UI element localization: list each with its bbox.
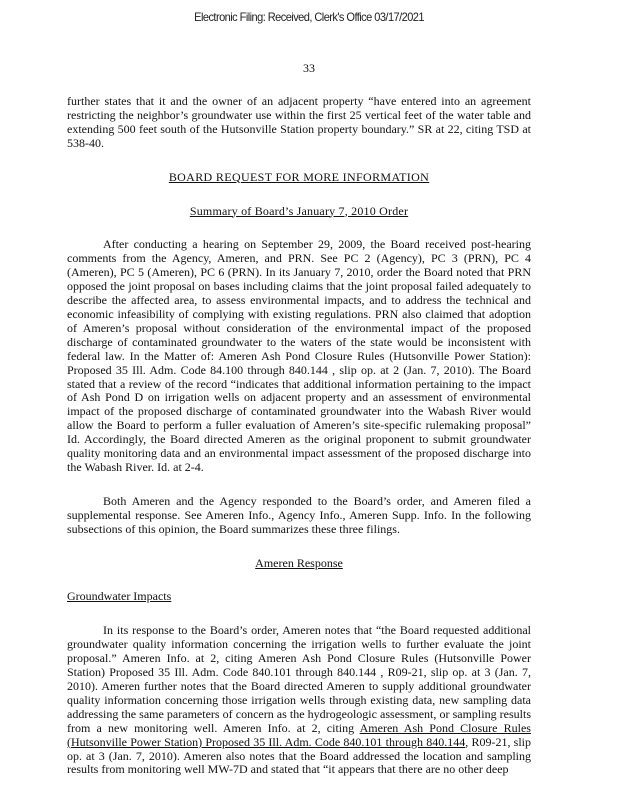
topic-heading-groundwater: Groundwater Impacts	[67, 589, 172, 604]
case-citation: Ameren Ash Pond Closure Rules (Hutsonville Power Station) Proposed 35 Ill. Adm. Code 840.101 through 840.144	[67, 720, 531, 749]
section-heading: BOARD REQUEST FOR MORE INFORMATION	[168, 169, 430, 184]
subsection-heading: Summary of Board’s January 7, 2010 Order	[189, 203, 409, 218]
paragraph-text: , R09-21, slip op. at 3 (Jan. 7, 2010). Ameren also notes that the Board addressed the location and sampling results from monitoring well MW-7D and stated that “it appears that there are no other deep	[67, 734, 532, 777]
paragraph-continuation: further states that it and the owner of an adjacent property “have entered into an agreement restricting the neighbor’s groundwater use within the first 25 vertical feet of the water table and extending 500 feet south of the Hutsonville Station property boundary.” SR at 22, citing TSD at 538-40.	[67, 94, 531, 150]
paragraph-responses: Both Ameren and the Agency responded to the Board’s order, and Ameren filed a supplemental response. See Ameren Info., Agency Info., Ameren Supp. Info. In the following subsections of this opinion, the Board summarizes these three filings.	[67, 493, 531, 536]
filing-stamp-header: Electronic Filing: Received, Clerk's Office 03/17/2021	[194, 10, 424, 24]
paragraph-groundwater-impacts	[67, 624, 531, 777]
page-number: 33	[303, 61, 315, 75]
document-body	[67, 95, 531, 777]
subsection-heading-ameren: Ameren Response	[255, 555, 343, 570]
paragraph-text: In its response to the Board’s order, Ameren notes that “the Board requested additional groundwater quality information concerning the irrigation wells to further evaluate the joint proposal.” Ameren Info. at 2, citing Ameren Ash Pond Closure Rules (Hutsonville Power Station) Proposed 35 Ill. Adm. Code 840.101 through 840.144 , R09-21, slip op. at 3 (Jan. 7, 2010). Ameren further notes that the Board directed Ameren to supply additional groundwater quality information concerning those irrigation wells through existing data, new sampling data addressing the same parameters of concern as the hydrogeologic assessment, or sampling results from a new monitoring well. Ameren Info. at 2, citing	[67, 623, 531, 735]
paragraph-board-order-summary: After conducting a hearing on September 29, 2009, the Board received post-hearing comments from the Agency, Ameren, and PRN. See PC 2 (Agency), PC 3 (PRN), PC 4 (Ameren), PC 5 (Ameren), PC 6 (PRN). In its January 7, 2010, order the Board noted that PRN opposed the joint proposal on bases including claims that the joint proposal failed adequately to describe the affected area, to assess environmental impacts, and to address the technical and economic infeasibility of complying with existing regulations. PRN also claimed that adoption of Ameren’s proposal without consideration of the environmental impact of the proposed discharge of contaminated groundwater to the waters of the state would be inconsistent with federal law. In the Matter of: Ameren Ash Pond Closure Rules (Hutsonville Power Station): Proposed 35 Ill. Adm. Code 84.100 through 840.144 , slip op. at 2 (Jan. 7, 2010). The Board stated that a review of the record “indicates that additional information pertaining to the impact of Ash Pond D on irrigation wells on adjacent property and an assessment of environmental impact of the proposed discharge of contaminated groundwater into the Wabash River would allow the Board to perform a fuller evaluation of Ameren’s site-specific rulemaking proposal” Id. Accordingly, the Board directed Ameren as the original proponent to submit groundwater quality monitoring data and an environmental impact assessment of the proposed discharge into the Wabash River. Id. at 2-4.	[67, 237, 531, 474]
